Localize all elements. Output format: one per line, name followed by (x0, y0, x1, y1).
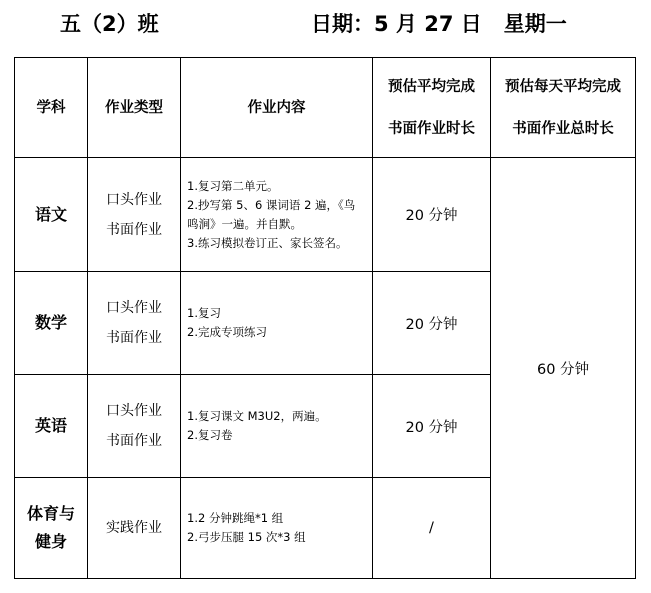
content-cell (181, 158, 373, 272)
header-row (15, 58, 636, 158)
type-item: 口头作业 (106, 300, 162, 316)
type-item: 口头作业 (106, 403, 162, 419)
table-row (15, 158, 636, 272)
col-total-line2: 书面作业总时长 (512, 120, 614, 137)
content-cell (181, 478, 373, 579)
type-item: 实践作业 (106, 520, 162, 536)
content-cell (181, 375, 373, 478)
type-cell (88, 375, 181, 478)
homework-table (14, 57, 636, 579)
content-item: 2.完成专项练习 (187, 325, 267, 339)
content-item: 2.抄写第 5、6 课词语 2 遍，《鸟鸣涧》一遍。并自默。 (187, 197, 356, 231)
type-cell (88, 158, 181, 272)
col-total-duration-header (491, 58, 636, 158)
col-subject-header: 学科 (15, 58, 88, 158)
content-item: 1.2 分钟跳绳*1 组 (187, 511, 284, 525)
duration-cell: 20 分钟 (373, 375, 491, 478)
content-cell (181, 272, 373, 375)
content-item: 1.复习 (187, 306, 221, 320)
col-total-line1: 预估每天平均完成 (505, 78, 621, 95)
subject-cell: 英语 (15, 375, 88, 478)
duration-cell: 20 分钟 (373, 158, 491, 272)
content-item: 2.复习卷 (187, 428, 233, 442)
col-avg-line1: 预估平均完成 (388, 78, 475, 95)
subject-cell: 数学 (15, 272, 88, 375)
col-avg-line2: 书面作业时长 (388, 120, 475, 137)
total-duration-cell: 60 分钟 (491, 158, 636, 579)
type-item: 书面作业 (106, 221, 162, 238)
subject-line: 健身 (34, 532, 67, 551)
content-item: 1.复习课文 M3U2，两遍。 (187, 409, 327, 423)
type-item: 书面作业 (106, 330, 162, 346)
type-item: 口头作业 (106, 191, 162, 208)
type-item: 书面作业 (106, 433, 162, 449)
duration-cell: / (373, 478, 491, 579)
col-content-header: 作业内容 (181, 58, 373, 158)
content-item: 1.复习第二单元。 (187, 178, 279, 193)
subject-cell: 语文 (15, 158, 88, 272)
col-type-header: 作业类型 (88, 58, 181, 158)
col-avg-duration-header (373, 58, 491, 158)
type-cell (88, 478, 181, 579)
content-item: 2.弓步压腿 15 次*3 组 (187, 530, 306, 544)
date-title: 日期：5 月 27 日 星期一 (311, 12, 567, 36)
class-title: 五（2）班 (60, 12, 159, 36)
subject-cell (15, 478, 88, 579)
type-cell (88, 272, 181, 375)
content-item: 3.练习模拟卷订正、家长签名。 (187, 235, 348, 250)
subject-line: 体育与 (26, 504, 75, 523)
duration-cell: 20 分钟 (373, 272, 491, 375)
